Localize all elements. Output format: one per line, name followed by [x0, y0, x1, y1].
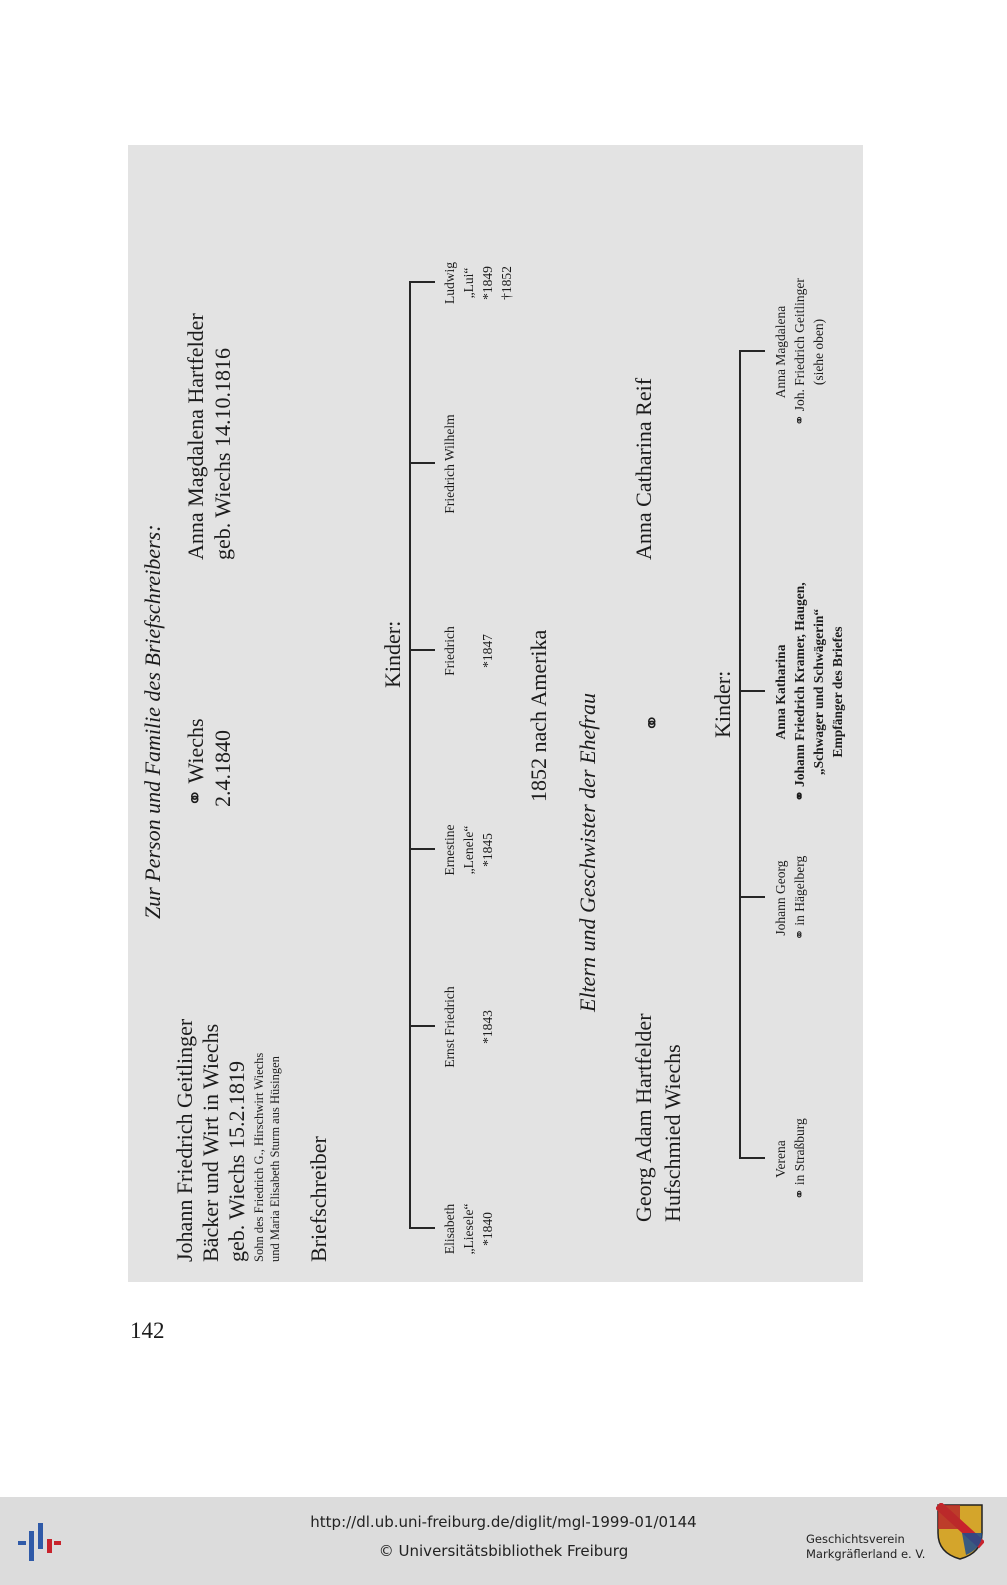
sibling-relation: „Schwager und Schwägerin“: [811, 608, 826, 776]
footer-bar: [0, 1497, 1007, 1585]
writer-birth: geb. Wiechs 15.2.1819: [224, 1061, 249, 1262]
sibling-marriage: ⚭ Joh. Friedrich Geitlinger: [792, 278, 807, 426]
child-elisabeth: [440, 1204, 497, 1255]
coat-of-arms-icon: [936, 1503, 984, 1561]
child-nickname: „Lenele“: [461, 825, 476, 875]
rotated-page-scan: [128, 145, 863, 1282]
sibling-drop-line: [739, 1157, 765, 1159]
child-drop-line: [409, 848, 435, 850]
sibling-marriage: ⚭ in Straßburg: [792, 1118, 807, 1200]
sibling-johann-georg: [771, 856, 809, 941]
child-name: Elisabeth: [442, 1203, 457, 1255]
child-birth: *1849: [480, 266, 495, 300]
sibling-drop-line: [739, 690, 765, 692]
sibling-verena: [771, 1118, 809, 1200]
child-ernestine: [440, 825, 497, 876]
children-bracket-line: [409, 282, 411, 1229]
marriage-place: ⚭ Wiechs: [183, 718, 208, 807]
writer-parents-line1: Sohn des Friedrich G., Hirschwirt Wiechs: [252, 1052, 266, 1262]
child-drop-line: [409, 1025, 435, 1027]
society-name-line1: Geschichtsverein: [806, 1532, 905, 1546]
sibling-letter-recipient: Empfänger des Briefes: [830, 626, 845, 758]
siblings-label: Kinder:: [710, 667, 735, 742]
sibling-drop-line: [739, 350, 765, 352]
child-friedrich: [440, 626, 497, 676]
emigration-note: 1852 nach Amerika: [526, 629, 551, 802]
sibling-name: Johann Georg: [773, 860, 788, 936]
child-birth: *1843: [480, 1010, 495, 1044]
society-name: [806, 1532, 925, 1562]
children-label: Kinder:: [380, 617, 405, 692]
child-name: Ernestine: [442, 824, 457, 876]
writer-parents-line2: und Maria Elisabeth Sturm aus Hüsingen: [268, 1056, 282, 1262]
writer-role: Briefschreiber: [306, 1136, 331, 1262]
child-birth: *1840: [480, 1212, 495, 1246]
child-nickname: [459, 986, 478, 1067]
copyright-notice: © Universitätsbibliothek Freiburg: [378, 1542, 629, 1560]
child-nickname: [459, 626, 478, 676]
wife-family-heading: Eltern und Geschwister der Ehefrau: [575, 693, 600, 1012]
sibling-anna-katharina: [771, 582, 847, 801]
child-nickname: „Liesele“: [461, 1203, 476, 1255]
child-drop-line: [409, 281, 435, 283]
child-ludwig: [440, 262, 516, 304]
sibling-name: Anna Katharina: [773, 644, 788, 740]
child-drop-line: [409, 1227, 435, 1229]
sibling-anna-magdalena: [771, 278, 828, 426]
siblings-bracket-line: [739, 351, 741, 1159]
father-occupation: Hufschmied Wiechs: [660, 1044, 685, 1222]
sibling-note: (siehe oben): [811, 318, 826, 386]
father-name: Georg Adam Hartfelder: [631, 1013, 656, 1222]
society-name-line2: Markgräflerland e. V.: [806, 1547, 926, 1561]
section-heading: Zur Person und Familie des Briefschreibers:: [140, 524, 165, 919]
sibling-name: Verena: [773, 1140, 788, 1178]
child-ernst-friedrich: [440, 986, 497, 1067]
wife-birth: geb. Wiechs 14.10.1816: [210, 348, 235, 560]
page-number: 142: [130, 1318, 165, 1343]
child-nickname: „Lui“: [461, 267, 476, 299]
writer-name: Johann Friedrich Geitlinger: [172, 1018, 197, 1262]
child-drop-line: [409, 462, 435, 464]
sibling-name: Anna Magdalena: [773, 305, 788, 399]
writer-occupation: Bäcker und Wirt in Wiechs: [198, 1023, 223, 1262]
child-drop-line: [409, 649, 435, 651]
family-tree: [128, 145, 863, 1282]
sibling-drop-line: [739, 896, 765, 898]
sibling-marriage: ⚭ in Hägelberg: [792, 855, 807, 941]
child-birth: *1845: [480, 833, 495, 867]
child-birth: *1847: [480, 634, 495, 668]
child-name: Ludwig: [442, 262, 457, 304]
mother-name: Anna Catharina Reif: [631, 377, 656, 560]
child-name: Friedrich Wilhelm: [442, 414, 457, 514]
child-death: †1852: [499, 266, 514, 300]
source-url[interactable]: http://dl.ub.uni-freiburg.de/diglit/mgl-1999-01/0144: [310, 1513, 697, 1531]
child-name: Friedrich: [442, 626, 457, 676]
marriage-date: 2.4.1840: [210, 730, 235, 807]
wife-name: Anna Magdalena Hartfelder: [183, 313, 208, 560]
parents-marriage-symbol: ⚭: [640, 713, 665, 732]
child-friedrich-wilhelm: [440, 414, 459, 513]
child-name: Ernst Friedrich: [442, 986, 457, 1068]
sibling-marriage: ⚭ Johann Friedrich Kramer, Haugen,: [792, 582, 807, 802]
